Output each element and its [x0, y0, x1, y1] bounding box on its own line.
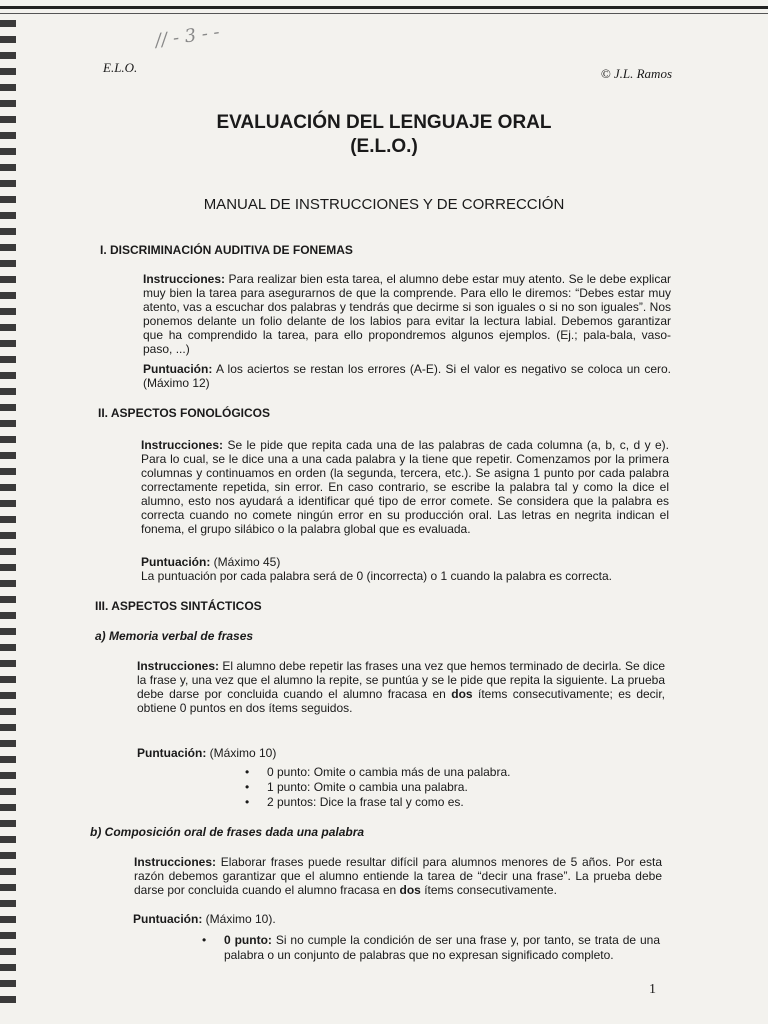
page-number: 1	[649, 982, 656, 997]
section-2-score-line2: La puntuación por cada palabra será de 0 (incorrecta) o 1 cuando la palabra es correcta.	[141, 569, 612, 583]
page-title-abbrev: (E.L.O.)	[350, 136, 418, 157]
section-2-instructions-text: Se le pide que repita cada una de las palabras de cada columna (a, b, c, d y e). Para lo cual, se le dice una a una cada palabra y la tiene que repetir. Comenzamos por la primera columnas y continuamos en orden (la segunda, tercera, etc.). Se asigna 1 punto por cada palabra correctamente repetida, sin error. En caso contrario, se escribe la palabra tal y como la dice el alumno, esto nos ayudará a identificar qué tipo de error comete. Se considera que la palabra es correcta cuando no comete ningún error en su producción oral. Las letras en negrita indican el fonema, el grupo silábico o la palabra global que es evaluada.	[141, 438, 669, 536]
section-3-heading: III. ASPECTOS SINTÁCTICOS	[95, 599, 262, 613]
section-3b-instructions-post: ítems consecutivamente.	[424, 883, 557, 897]
section-3a-score	[137, 746, 665, 760]
section-3b-score	[133, 912, 661, 926]
handwritten-note: // - 3 - -	[153, 21, 221, 52]
list-item: • 1 punto: Omite o cambia una palabra.	[245, 780, 510, 795]
zero-point-label: 0 punto:	[224, 933, 272, 947]
section-1-instructions-text: Para realizar bien esta tarea, el alumno debe estar muy atento. Se le debe explicar muy bien la tarea para asegurarnos de que la comprende. Para ello le diremos: “Debes estar muy atento, vas a escuchar dos palabras y tendrás que decirme si son iguales o si no son iguales”. Nos ponemos delante un folio delante de los labios para evitar la lectura labial. Debemos garantizar que ha comprendido la tarea, para ello propondremos algunos ejemplos. (Ej.; pala-bala, vaso-paso, ...)	[143, 272, 671, 356]
top-border-thin	[0, 13, 768, 14]
section-3a-instructions-pre: El alumno debe repetir las frases una vez que hemos terminado de decirla. Se dice la frase y, una vez que el alumno la repite, se puntúa y se le pide que repita la siguiente. La prueba debe darse por concluida cuando el alumno fracasa en	[137, 659, 665, 701]
section-3b-instructions-pre: Elaborar frases puede resultar difícil para alumnos menores de 5 años. Por esta razón debemos garantizar que el alumno entiende la tarea de “decir una frase”. La prueba debe darse por concluida cuando el alumno fracasa en	[134, 855, 662, 897]
list-item: • 2 puntos: Dice la frase tal y como es.	[245, 795, 510, 810]
section-3a-instructions-bold: dos	[451, 687, 473, 701]
section-3b-score-text: (Máximo 10).	[205, 912, 276, 926]
header-left: E.L.O.	[103, 60, 138, 75]
section-3a-score-text: (Máximo 10)	[209, 746, 277, 760]
section-3a-instructions-post: ítems consecutivamente; es decir, obtiene 0 puntos en dos ítems seguidos.	[137, 687, 665, 715]
section-2-score	[141, 555, 669, 583]
section-1-score	[143, 362, 671, 390]
score-label: Puntuación:	[143, 362, 213, 376]
section-3b-instructions	[134, 855, 662, 897]
section-3a-instructions	[137, 659, 665, 715]
score-label: Puntuación:	[137, 746, 207, 760]
section-2-score-text: (Máximo 45)	[213, 555, 281, 569]
section-1-heading: I. DISCRIMINACIÓN AUDITIVA DE FONEMAS	[100, 243, 353, 257]
section-3a-score-list	[245, 765, 510, 810]
page-title: EVALUACIÓN DEL LENGUAJE ORAL	[216, 112, 552, 133]
section-3a-heading: a) Memoria verbal de frases	[95, 629, 254, 643]
section-3b-score-list	[202, 933, 660, 963]
score-label: Puntuación:	[133, 912, 203, 926]
section-3b-bullet-text: Si no cumple la condición de ser una frase y, por tanto, se trata de una palabra o un conjunto de palabras que no expresan significado completo.	[224, 933, 660, 962]
section-3b-instructions-bold: dos	[399, 883, 421, 897]
spiral-binding	[0, 20, 16, 1010]
top-border	[0, 6, 768, 9]
list-item	[202, 933, 660, 963]
page-subtitle: MANUAL DE INSTRUCCIONES Y DE CORRECCIÓN	[203, 196, 565, 213]
instructions-label: Instrucciones:	[143, 272, 226, 286]
instructions-label: Instrucciones:	[134, 855, 217, 869]
section-1-instructions	[143, 272, 671, 356]
section-3b-heading: b) Composición oral de frases dada una palabra	[90, 825, 365, 839]
section-2-heading: II. ASPECTOS FONOLÓGICOS	[98, 406, 271, 420]
score-label: Puntuación:	[141, 555, 211, 569]
instructions-label: Instrucciones:	[141, 438, 224, 452]
section-1-score-text: A los aciertos se restan los errores (A-E). Si el valor es negativo se coloca un cero. (Máximo 12)	[143, 362, 672, 390]
section-2-instructions	[141, 438, 669, 536]
header-right: © J.L. Ramos	[600, 66, 672, 81]
list-item: • 0 punto: Omite o cambia más de una palabra.	[245, 765, 510, 780]
instructions-label: Instrucciones:	[137, 659, 220, 673]
